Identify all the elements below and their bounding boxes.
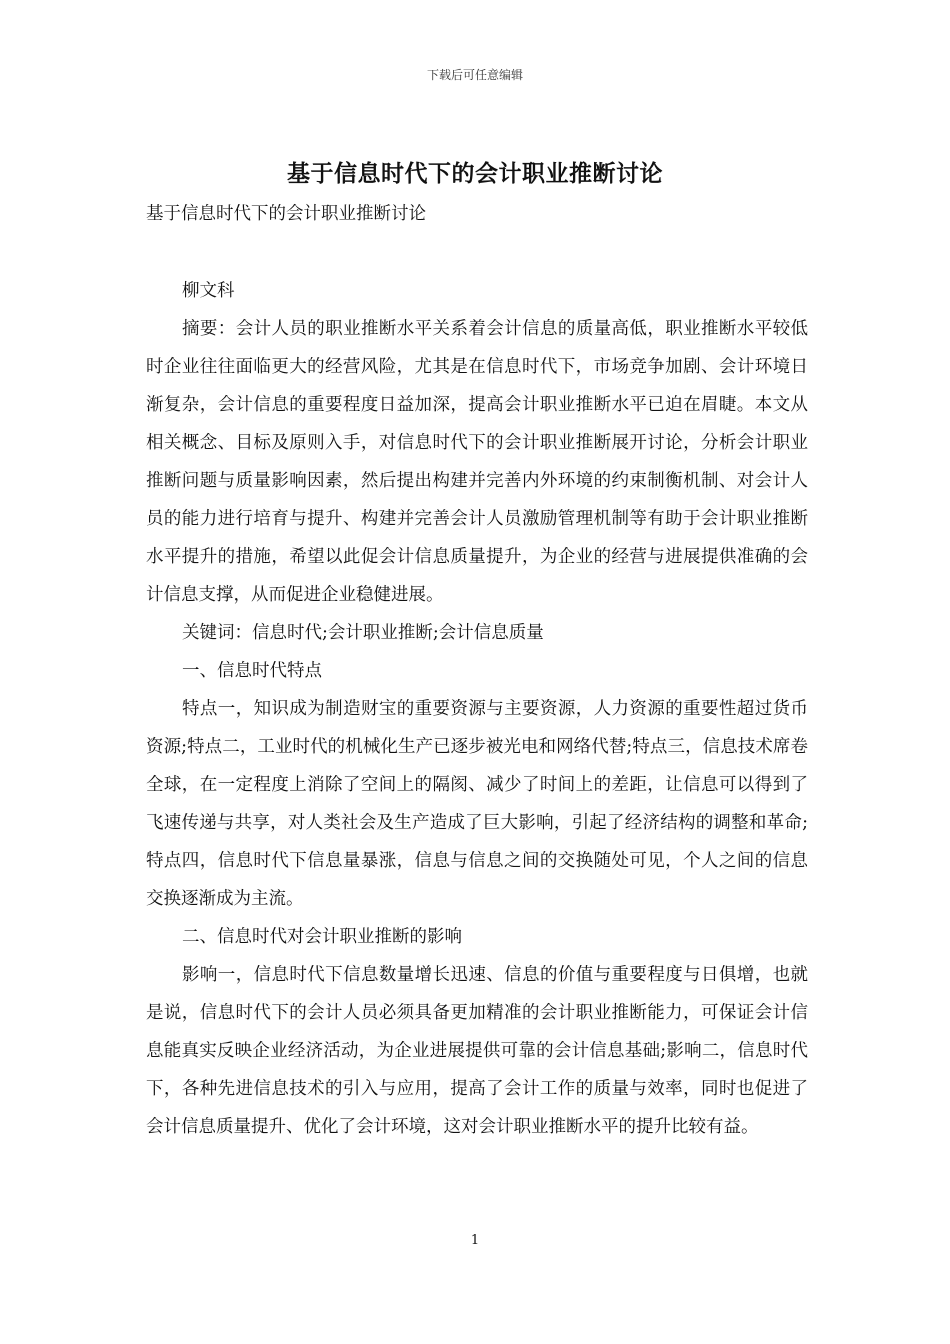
keywords-paragraph: 关键词：信息时代;会计职业推断;会计信息质量 bbox=[182, 623, 544, 643]
document-subtitle: 基于信息时代下的会计职业推断讨论 bbox=[146, 204, 426, 224]
author-name: 柳文科 bbox=[182, 281, 235, 301]
section-heading-2: 二、信息时代对会计职业推断的影响 bbox=[182, 927, 462, 947]
document-body bbox=[146, 272, 808, 1146]
section-paragraph-1: 特点一，知识成为制造财宝的重要资源与主要资源，人力资源的重要性超过货币资源;特点二，工业时代的机械化生产已逐步被光电和网络代替;特点三，信息技术席卷全球，在一定程度上消除了空间上的隔阂、减少了时间上的差距，让信息可以得到了飞速传递与共享，对人类社会及生产造成了巨大影响，引起了经济结构的调整和革命;特点四，信息时代下信息量暴涨，信息与信息之间的交换随处可见，个人之间的信息交换逐渐成为主流。 bbox=[146, 699, 808, 909]
section-heading-1: 一、信息时代特点 bbox=[182, 661, 322, 681]
document-title: 基于信息时代下的会计职业推断讨论 bbox=[287, 160, 663, 187]
section-paragraph-2: 影响一，信息时代下信息数量增长迅速、信息的价值与重要程度与日俱增，也就是说，信息时代下的会计人员必须具备更加精准的会计职业推断能力，可保证会计信息能真实反映企业经济活动，为企业进展提供可靠的会计信息基础;影响二，信息时代下，各种先进信息技术的引入与应用，提高了会计工作的质量与效率，同时也促进了会计信息质量提升、优化了会计环境，这对会计职业推断水平的提升比较有益。 bbox=[146, 965, 808, 1137]
abstract-paragraph: 摘要：会计人员的职业推断水平关系着会计信息的质量高低，职业推断水平较低时企业往往面临更大的经营风险，尤其是在信息时代下，市场竞争加剧、会计环境日渐复杂，会计信息的重要程度日益加深，提高会计职业推断水平已迫在眉睫。本文从相关概念、目标及原则入手，对信息时代下的会计职业推断展开讨论，分析会计职业推断问题与质量影响因素，然后提出构建并完善内外环境的约束制衡机制、对会计人员的能力进行培育与提升、构建并完善会计人员激励管理机制等有助于会计职业推断水平提升的措施，希望以此促会计信息质量提升，为企业的经营与进展提供准确的会计信息支撑，从而促进企业稳健进展。 bbox=[146, 319, 808, 605]
header-note: 下载后可任意编辑 bbox=[426, 68, 523, 82]
page-number: 1 bbox=[470, 1233, 480, 1248]
